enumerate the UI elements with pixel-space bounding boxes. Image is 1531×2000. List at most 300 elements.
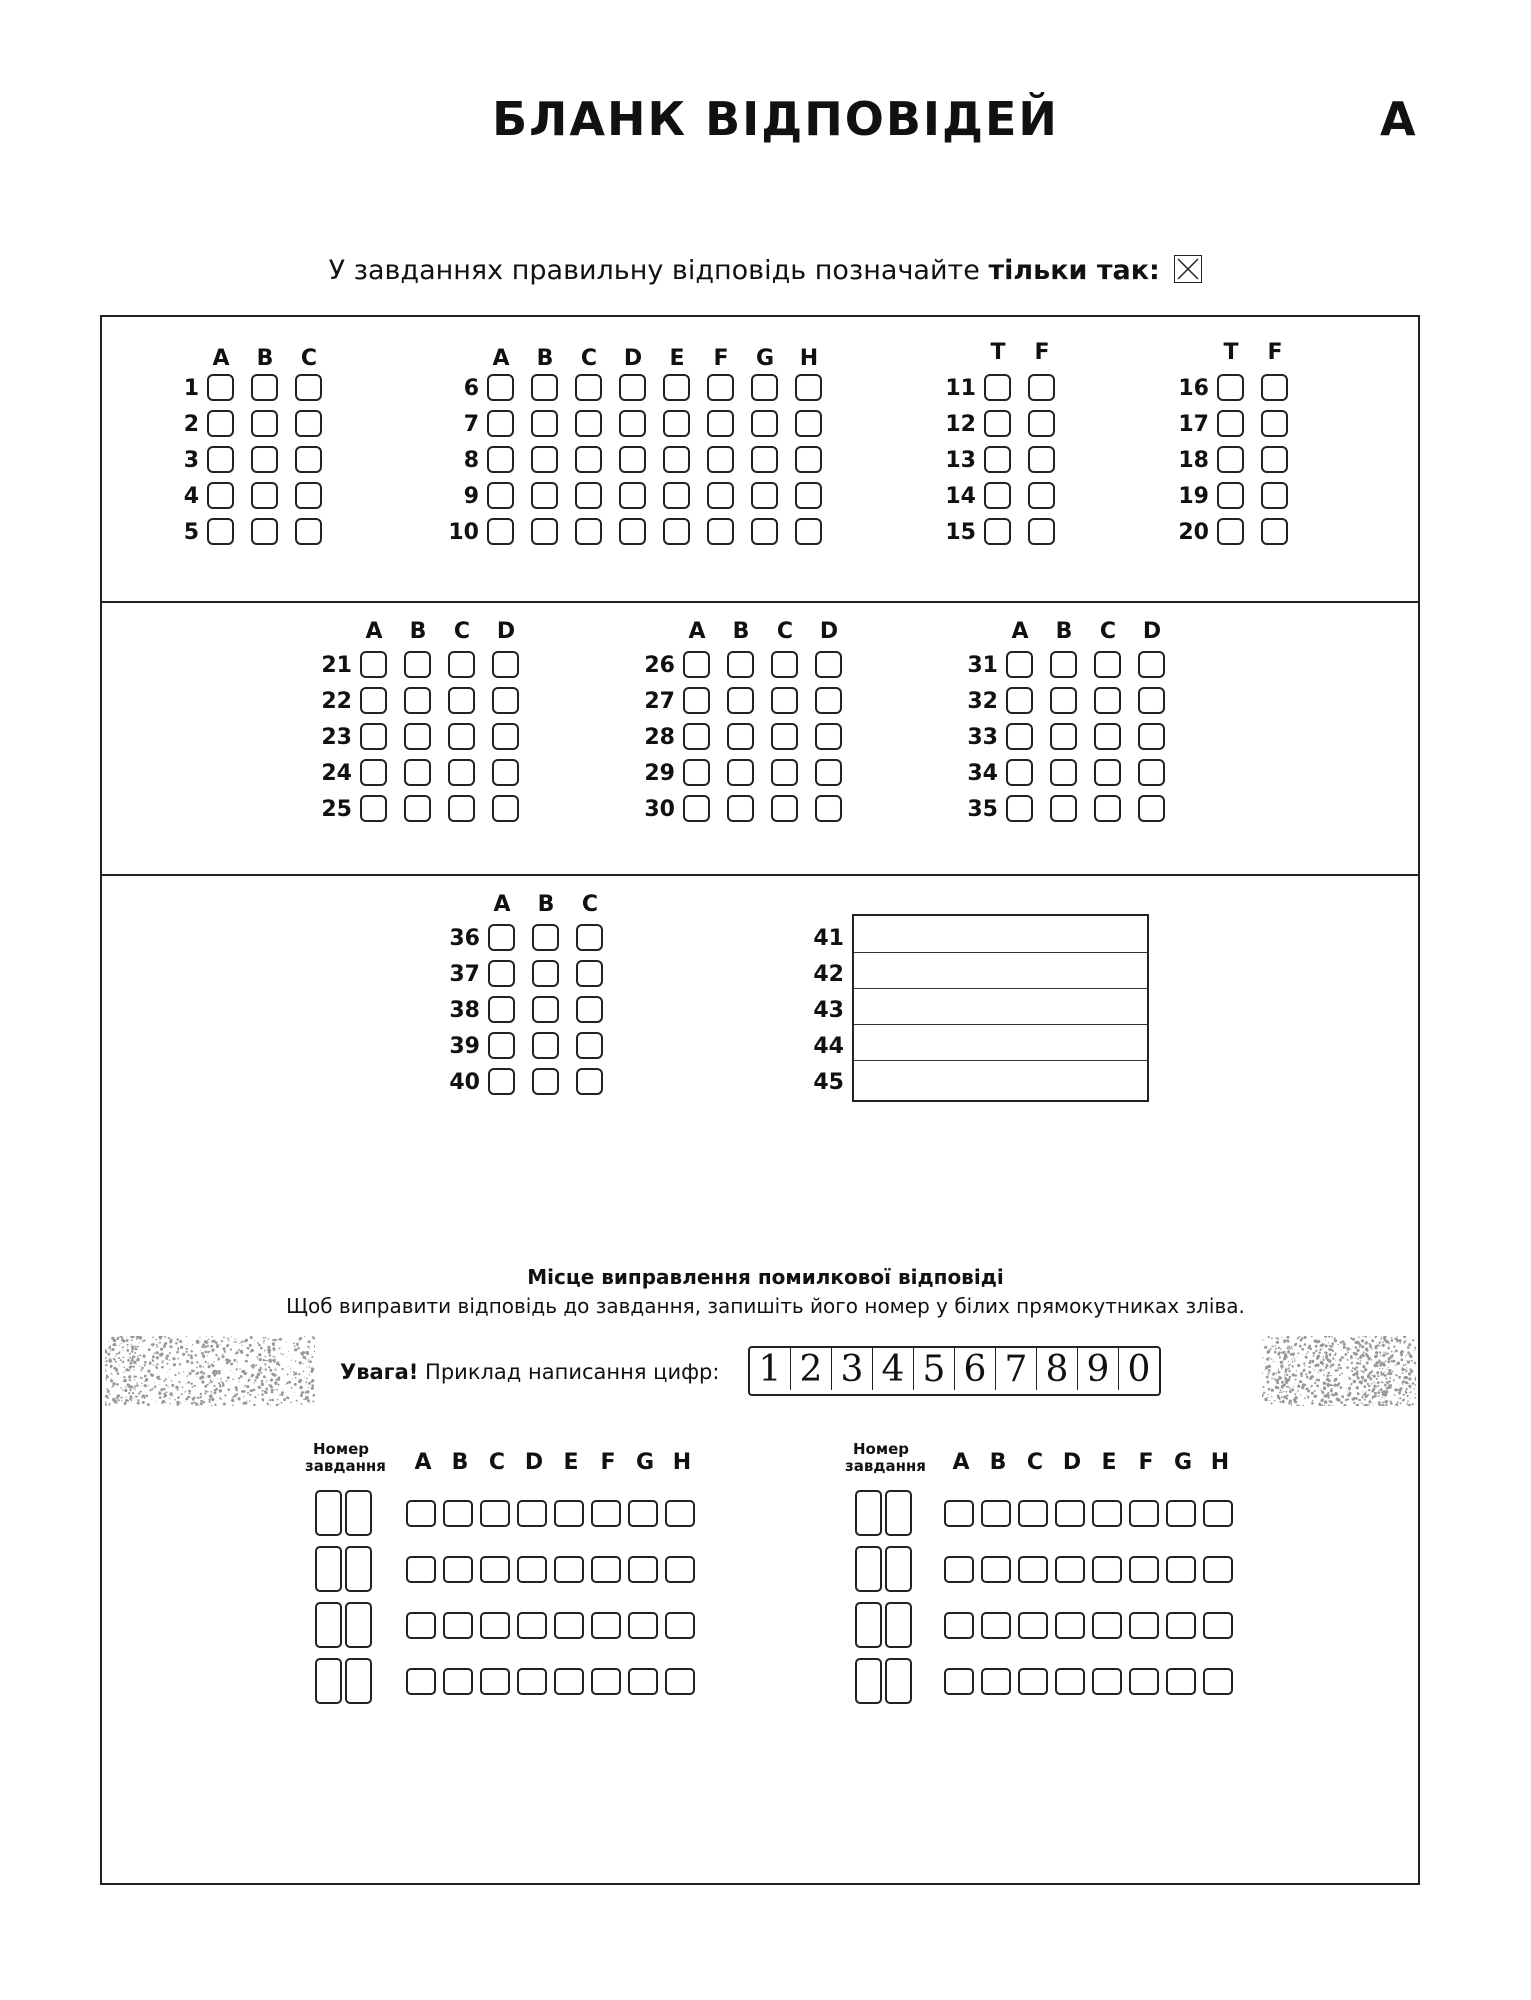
correction-checkbox[interactable]	[1055, 1612, 1085, 1639]
column-header: C	[580, 346, 598, 371]
correction-checkbox[interactable]	[628, 1500, 658, 1527]
answer-checkbox[interactable]	[488, 1068, 515, 1095]
correction-checkbox[interactable]	[944, 1612, 974, 1639]
correction-checkbox[interactable]	[443, 1556, 473, 1583]
answer-checkbox[interactable]	[1006, 687, 1033, 714]
answer-checkbox[interactable]	[619, 374, 646, 401]
correction-checkbox[interactable]	[480, 1668, 510, 1695]
answer-checkbox[interactable]	[1028, 374, 1055, 401]
question-number: 13	[945, 448, 976, 473]
answer-checkbox[interactable]	[683, 723, 710, 750]
correction-checkbox[interactable]	[1129, 1612, 1159, 1639]
answer-checkbox[interactable]	[575, 482, 602, 509]
correction-checkbox[interactable]	[406, 1612, 436, 1639]
answer-checkbox[interactable]	[295, 374, 322, 401]
answer-checkbox[interactable]	[448, 723, 475, 750]
answer-checkbox[interactable]	[771, 651, 798, 678]
digit-sample: 0	[1127, 1349, 1151, 1390]
answer-checkbox[interactable]	[727, 795, 754, 822]
correction-checkbox[interactable]	[406, 1500, 436, 1527]
correction-checkbox[interactable]	[1203, 1556, 1233, 1583]
question-number: 3	[183, 448, 199, 473]
answer-checkbox[interactable]	[1006, 651, 1033, 678]
task-number-label-line1: Номер	[852, 1440, 910, 1458]
column-header: G	[635, 1450, 655, 1475]
question-number: 45	[813, 1070, 844, 1095]
answer-checkbox[interactable]	[1138, 795, 1165, 822]
note-text: Приклад написання цифр:	[418, 1360, 720, 1384]
answer-checkbox[interactable]	[683, 759, 710, 786]
answer-checkbox[interactable]	[815, 687, 842, 714]
answer-checkbox[interactable]	[1138, 651, 1165, 678]
answer-checkbox[interactable]	[251, 518, 278, 545]
task-number-label-line1: Номер	[312, 1440, 370, 1458]
answer-checkbox[interactable]	[795, 482, 822, 509]
answer-checkbox[interactable]	[575, 410, 602, 437]
correction-checkbox[interactable]	[981, 1556, 1011, 1583]
answer-checkbox[interactable]	[815, 651, 842, 678]
answer-checkbox[interactable]	[619, 518, 646, 545]
correction-checkbox[interactable]	[944, 1556, 974, 1583]
answer-checkbox[interactable]	[707, 374, 734, 401]
answer-checkbox[interactable]	[404, 795, 431, 822]
answer-checkbox[interactable]	[1217, 374, 1244, 401]
correction-checkbox[interactable]	[517, 1500, 547, 1527]
answer-checkbox[interactable]	[984, 518, 1011, 545]
answer-checkbox[interactable]	[815, 759, 842, 786]
task-number-digit-box[interactable]	[345, 1602, 372, 1648]
question-number: 21	[321, 653, 352, 678]
correction-checkbox[interactable]	[554, 1612, 584, 1639]
answer-checkbox[interactable]	[1050, 795, 1077, 822]
question-number: 1	[183, 376, 199, 401]
answer-checkbox[interactable]	[727, 687, 754, 714]
column-header: A	[952, 1450, 970, 1475]
answer-checkbox[interactable]	[295, 482, 322, 509]
answer-checkbox[interactable]	[707, 482, 734, 509]
task-number-digit-box[interactable]	[885, 1602, 912, 1648]
task-number-digit-box[interactable]	[345, 1658, 372, 1704]
answer-checkbox[interactable]	[487, 374, 514, 401]
correction-checkbox[interactable]	[591, 1612, 621, 1639]
column-header: B	[989, 1450, 1007, 1475]
answer-checkbox[interactable]	[683, 651, 710, 678]
answer-checkbox[interactable]	[795, 446, 822, 473]
column-header: A	[365, 619, 383, 644]
answer-checkbox[interactable]	[663, 518, 690, 545]
answer-checkbox[interactable]	[751, 374, 778, 401]
column-header: D	[819, 619, 839, 644]
correction-checkbox[interactable]	[1203, 1612, 1233, 1639]
correction-checkbox[interactable]	[443, 1612, 473, 1639]
question-number: 40	[449, 1070, 480, 1095]
answer-checkbox[interactable]	[576, 996, 603, 1023]
column-header: T	[1223, 340, 1239, 365]
correction-checkbox[interactable]	[665, 1500, 695, 1527]
task-number-digit-box[interactable]	[885, 1490, 912, 1536]
answer-checkbox[interactable]	[532, 924, 559, 951]
column-header: A	[414, 1450, 432, 1475]
column-header: T	[990, 340, 1006, 365]
correction-checkbox[interactable]	[480, 1556, 510, 1583]
task-number-digit-box[interactable]	[855, 1490, 882, 1536]
correction-checkbox[interactable]	[1203, 1668, 1233, 1695]
correction-checkbox[interactable]	[554, 1500, 584, 1527]
correction-checkbox[interactable]	[517, 1556, 547, 1583]
column-header: E	[1101, 1450, 1117, 1475]
correction-checkbox[interactable]	[517, 1668, 547, 1695]
answer-checkbox[interactable]	[1006, 723, 1033, 750]
correction-checkbox[interactable]	[443, 1500, 473, 1527]
correction-checkbox[interactable]	[1166, 1556, 1196, 1583]
correction-checkbox[interactable]	[944, 1668, 974, 1695]
answer-checkbox[interactable]	[619, 410, 646, 437]
correction-checkbox[interactable]	[1092, 1500, 1122, 1527]
answer-checkbox[interactable]	[575, 518, 602, 545]
answer-checkbox[interactable]	[207, 410, 234, 437]
answer-checkbox[interactable]	[576, 924, 603, 951]
instruction-line	[0, 255, 1531, 286]
correction-checkbox[interactable]	[1129, 1668, 1159, 1695]
answer-checkbox[interactable]	[984, 482, 1011, 509]
answer-checkbox[interactable]	[815, 723, 842, 750]
answer-checkbox[interactable]	[448, 759, 475, 786]
correction-checkbox[interactable]	[981, 1612, 1011, 1639]
answer-checkbox[interactable]	[727, 723, 754, 750]
answer-checkbox[interactable]	[751, 410, 778, 437]
digit-sample: 2	[791, 1348, 832, 1390]
question-number: 35	[967, 797, 998, 822]
answer-checkbox[interactable]	[1006, 795, 1033, 822]
answer-checkbox[interactable]	[1094, 651, 1121, 678]
column-header: B	[732, 619, 750, 644]
column-header: C	[581, 892, 599, 917]
answer-checkbox[interactable]	[576, 960, 603, 987]
answer-checkbox[interactable]	[404, 759, 431, 786]
answer-checkbox[interactable]	[576, 1032, 603, 1059]
correction-checkbox[interactable]	[591, 1668, 621, 1695]
answer-checkbox[interactable]	[207, 482, 234, 509]
answer-checkbox[interactable]	[251, 374, 278, 401]
question-number: 29	[644, 761, 675, 786]
task-number-label	[305, 1440, 386, 1475]
question-number: 9	[463, 484, 479, 509]
answer-checkbox[interactable]	[404, 687, 431, 714]
column-header: F	[600, 1450, 616, 1475]
answer-checkbox[interactable]	[448, 651, 475, 678]
answer-checkbox[interactable]	[619, 482, 646, 509]
answer-checkbox[interactable]	[207, 446, 234, 473]
digit-sample: 1	[750, 1348, 791, 1390]
task-number-digit-box[interactable]	[855, 1546, 882, 1592]
correction-checkbox[interactable]	[480, 1612, 510, 1639]
answer-checkbox[interactable]	[1006, 759, 1033, 786]
answer-checkbox[interactable]	[492, 687, 519, 714]
correction-subtitle: Щоб виправити відповідь до завдання, запишіть його номер у білих прямокутниках зліва.	[286, 1294, 1245, 1318]
answer-checkbox[interactable]	[1138, 759, 1165, 786]
correction-checkbox[interactable]	[480, 1500, 510, 1527]
correction-checkbox[interactable]	[1018, 1612, 1048, 1639]
answer-checkbox[interactable]	[251, 482, 278, 509]
correction-checkbox[interactable]	[665, 1612, 695, 1639]
answer-checkbox[interactable]	[488, 960, 515, 987]
correction-checkbox[interactable]	[1166, 1500, 1196, 1527]
answer-checkbox[interactable]	[1094, 723, 1121, 750]
answer-checkbox[interactable]	[576, 1068, 603, 1095]
answer-checkbox[interactable]	[532, 996, 559, 1023]
answer-checkbox[interactable]	[575, 446, 602, 473]
task-number-digit-box[interactable]	[345, 1546, 372, 1592]
answer-checkbox[interactable]	[984, 410, 1011, 437]
task-number-digit-box[interactable]	[885, 1546, 912, 1592]
answer-checkbox[interactable]	[1050, 759, 1077, 786]
correction-checkbox[interactable]	[1129, 1556, 1159, 1583]
answer-checkbox[interactable]	[360, 795, 387, 822]
correction-checkbox[interactable]	[591, 1556, 621, 1583]
correction-checkbox[interactable]	[981, 1500, 1011, 1527]
task-number-digit-box[interactable]	[315, 1546, 342, 1592]
answer-checkbox[interactable]	[1261, 410, 1288, 437]
answer-checkbox[interactable]	[1094, 687, 1121, 714]
correction-checkbox[interactable]	[628, 1668, 658, 1695]
correction-checkbox[interactable]	[628, 1612, 658, 1639]
answer-checkbox[interactable]	[727, 759, 754, 786]
task-number-digit-box[interactable]	[315, 1602, 342, 1648]
question-number: 8	[463, 448, 479, 473]
answer-checkbox[interactable]	[488, 996, 515, 1023]
answer-checkbox[interactable]	[984, 374, 1011, 401]
answer-checkbox[interactable]	[683, 687, 710, 714]
question-number: 19	[1178, 484, 1209, 509]
answer-checkbox[interactable]	[1050, 687, 1077, 714]
cross-mark-icon	[1175, 256, 1201, 282]
question-number: 37	[449, 962, 480, 987]
correction-checkbox[interactable]	[1018, 1500, 1048, 1527]
answer-checkbox[interactable]	[492, 651, 519, 678]
answer-checkbox[interactable]	[295, 410, 322, 437]
answer-checkbox[interactable]	[795, 374, 822, 401]
answer-checkbox[interactable]	[795, 410, 822, 437]
answer-checkbox[interactable]	[727, 651, 754, 678]
example-cross-box	[1174, 255, 1202, 283]
column-header: B	[409, 619, 427, 644]
digits-note	[340, 1360, 719, 1384]
correction-checkbox[interactable]	[406, 1556, 436, 1583]
answer-checkbox[interactable]	[795, 518, 822, 545]
answer-checkbox[interactable]	[751, 518, 778, 545]
correction-checkbox[interactable]	[1018, 1556, 1048, 1583]
answer-checkbox[interactable]	[531, 374, 558, 401]
answer-checkbox[interactable]	[531, 446, 558, 473]
question-number: 14	[945, 484, 976, 509]
task-number-digit-box[interactable]	[855, 1658, 882, 1704]
answer-checkbox[interactable]	[487, 446, 514, 473]
section-divider-1	[100, 601, 1419, 603]
answer-checkbox[interactable]	[1028, 446, 1055, 473]
correction-checkbox[interactable]	[1055, 1668, 1085, 1695]
answer-checkbox[interactable]	[448, 795, 475, 822]
column-header: D	[623, 346, 643, 371]
answer-checkbox[interactable]	[1028, 410, 1055, 437]
column-header: H	[1210, 1450, 1230, 1475]
answer-checkbox[interactable]	[531, 410, 558, 437]
correction-checkbox[interactable]	[1018, 1668, 1048, 1695]
question-number: 7	[463, 412, 479, 437]
column-header: C	[300, 346, 318, 371]
answer-checkbox[interactable]	[683, 795, 710, 822]
question-number: 39	[449, 1034, 480, 1059]
answer-checkbox[interactable]	[1028, 482, 1055, 509]
answer-checkbox[interactable]	[771, 723, 798, 750]
correction-checkbox[interactable]	[554, 1556, 584, 1583]
answer-checkbox[interactable]	[1261, 518, 1288, 545]
answer-checkbox[interactable]	[575, 374, 602, 401]
answer-checkbox[interactable]	[448, 687, 475, 714]
answer-checkbox[interactable]	[360, 759, 387, 786]
digit-sample: 4	[873, 1348, 914, 1390]
column-header: B	[451, 1450, 469, 1475]
answer-checkbox[interactable]	[251, 446, 278, 473]
correction-checkbox[interactable]	[981, 1668, 1011, 1695]
answer-checkbox[interactable]	[771, 795, 798, 822]
answer-checkbox[interactable]	[1094, 759, 1121, 786]
correction-checkbox[interactable]	[406, 1668, 436, 1695]
correction-checkbox[interactable]	[1166, 1612, 1196, 1639]
correction-checkbox[interactable]	[628, 1556, 658, 1583]
answer-checkbox[interactable]	[1217, 518, 1244, 545]
answer-checkbox[interactable]	[492, 723, 519, 750]
answer-checkbox[interactable]	[1261, 482, 1288, 509]
answer-checkbox[interactable]	[492, 795, 519, 822]
answer-checkbox[interactable]	[295, 518, 322, 545]
column-header: D	[1142, 619, 1162, 644]
answer-checkbox[interactable]	[532, 960, 559, 987]
task-number-digit-box[interactable]	[855, 1602, 882, 1648]
answer-checkbox[interactable]	[360, 651, 387, 678]
answer-checkbox[interactable]	[1138, 687, 1165, 714]
question-number: 12	[945, 412, 976, 437]
section-divider-2	[100, 874, 1419, 876]
answer-checkbox[interactable]	[707, 410, 734, 437]
task-number-digit-box[interactable]	[315, 1490, 342, 1536]
correction-checkbox[interactable]	[1129, 1500, 1159, 1527]
correction-checkbox[interactable]	[1055, 1556, 1085, 1583]
column-header: F	[713, 346, 729, 371]
answer-checkbox[interactable]	[751, 446, 778, 473]
answer-checkbox[interactable]	[815, 795, 842, 822]
question-number: 36	[449, 926, 480, 951]
answer-checkbox[interactable]	[532, 1068, 559, 1095]
question-number: 15	[945, 520, 976, 545]
column-header: F	[1267, 340, 1283, 365]
answer-checkbox[interactable]	[1217, 482, 1244, 509]
correction-checkbox[interactable]	[1203, 1500, 1233, 1527]
answer-checkbox[interactable]	[532, 1032, 559, 1059]
answer-checkbox[interactable]	[1138, 723, 1165, 750]
answer-checkbox[interactable]	[360, 687, 387, 714]
correction-checkbox[interactable]	[665, 1668, 695, 1695]
answer-checkbox[interactable]	[487, 518, 514, 545]
answer-checkbox[interactable]	[1261, 374, 1288, 401]
answer-checkbox[interactable]	[404, 651, 431, 678]
answer-checkbox[interactable]	[251, 410, 278, 437]
answer-checkbox[interactable]	[487, 410, 514, 437]
instruction-text: У завданнях правильну відповідь позначайте	[328, 255, 989, 286]
correction-checkbox[interactable]	[1055, 1500, 1085, 1527]
correction-checkbox[interactable]	[443, 1668, 473, 1695]
answer-checkbox[interactable]	[360, 723, 387, 750]
answer-checkbox[interactable]	[488, 1032, 515, 1059]
answer-checkbox[interactable]	[207, 518, 234, 545]
question-number: 31	[967, 653, 998, 678]
answer-checkbox[interactable]	[707, 446, 734, 473]
answer-checkbox[interactable]	[404, 723, 431, 750]
correction-checkbox[interactable]	[944, 1500, 974, 1527]
answer-checkbox[interactable]	[663, 482, 690, 509]
answer-checkbox[interactable]	[984, 446, 1011, 473]
answer-checkbox[interactable]	[663, 446, 690, 473]
answer-checkbox[interactable]	[663, 374, 690, 401]
answer-checkbox[interactable]	[488, 924, 515, 951]
open-answer-box[interactable]	[852, 914, 1149, 1102]
answer-checkbox[interactable]	[207, 374, 234, 401]
answer-checkbox[interactable]	[1028, 518, 1055, 545]
answer-checkbox[interactable]	[531, 518, 558, 545]
column-header: F	[1138, 1450, 1154, 1475]
column-header: C	[1099, 619, 1117, 644]
sheet-title: БЛАНК ВІДПОВІДЕЙ	[492, 92, 1059, 146]
answer-checkbox[interactable]	[1050, 723, 1077, 750]
answer-checkbox[interactable]	[295, 446, 322, 473]
variant-letter: A	[1380, 92, 1416, 146]
task-number-label	[845, 1440, 926, 1475]
correction-checkbox[interactable]	[1092, 1668, 1122, 1695]
answer-checkbox[interactable]	[707, 518, 734, 545]
answer-checkbox[interactable]	[1050, 651, 1077, 678]
question-number: 38	[449, 998, 480, 1023]
answer-checkbox[interactable]	[492, 759, 519, 786]
question-number: 33	[967, 725, 998, 750]
question-number: 24	[321, 761, 352, 786]
correction-checkbox[interactable]	[591, 1500, 621, 1527]
task-number-digit-box[interactable]	[345, 1490, 372, 1536]
answer-checkbox[interactable]	[1261, 446, 1288, 473]
answer-checkbox[interactable]	[619, 446, 646, 473]
digit-sample: 9	[1078, 1348, 1119, 1390]
answer-checkbox[interactable]	[531, 482, 558, 509]
answer-checkbox[interactable]	[1094, 795, 1121, 822]
answer-checkbox[interactable]	[1217, 410, 1244, 437]
correction-checkbox[interactable]	[1092, 1612, 1122, 1639]
column-header: C	[776, 619, 794, 644]
question-number: 18	[1178, 448, 1209, 473]
correction-checkbox[interactable]	[1092, 1556, 1122, 1583]
answer-line	[854, 1060, 1147, 1061]
task-number-digit-box[interactable]	[885, 1658, 912, 1704]
question-number: 26	[644, 653, 675, 678]
answer-checkbox[interactable]	[663, 410, 690, 437]
answer-checkbox[interactable]	[1217, 446, 1244, 473]
correction-checkbox[interactable]	[665, 1556, 695, 1583]
correction-checkbox[interactable]	[1166, 1668, 1196, 1695]
answer-checkbox[interactable]	[487, 482, 514, 509]
correction-checkbox[interactable]	[554, 1668, 584, 1695]
answer-checkbox[interactable]	[771, 687, 798, 714]
correction-checkbox[interactable]	[517, 1612, 547, 1639]
answer-checkbox[interactable]	[751, 482, 778, 509]
task-number-digit-box[interactable]	[315, 1658, 342, 1704]
answer-checkbox[interactable]	[771, 759, 798, 786]
